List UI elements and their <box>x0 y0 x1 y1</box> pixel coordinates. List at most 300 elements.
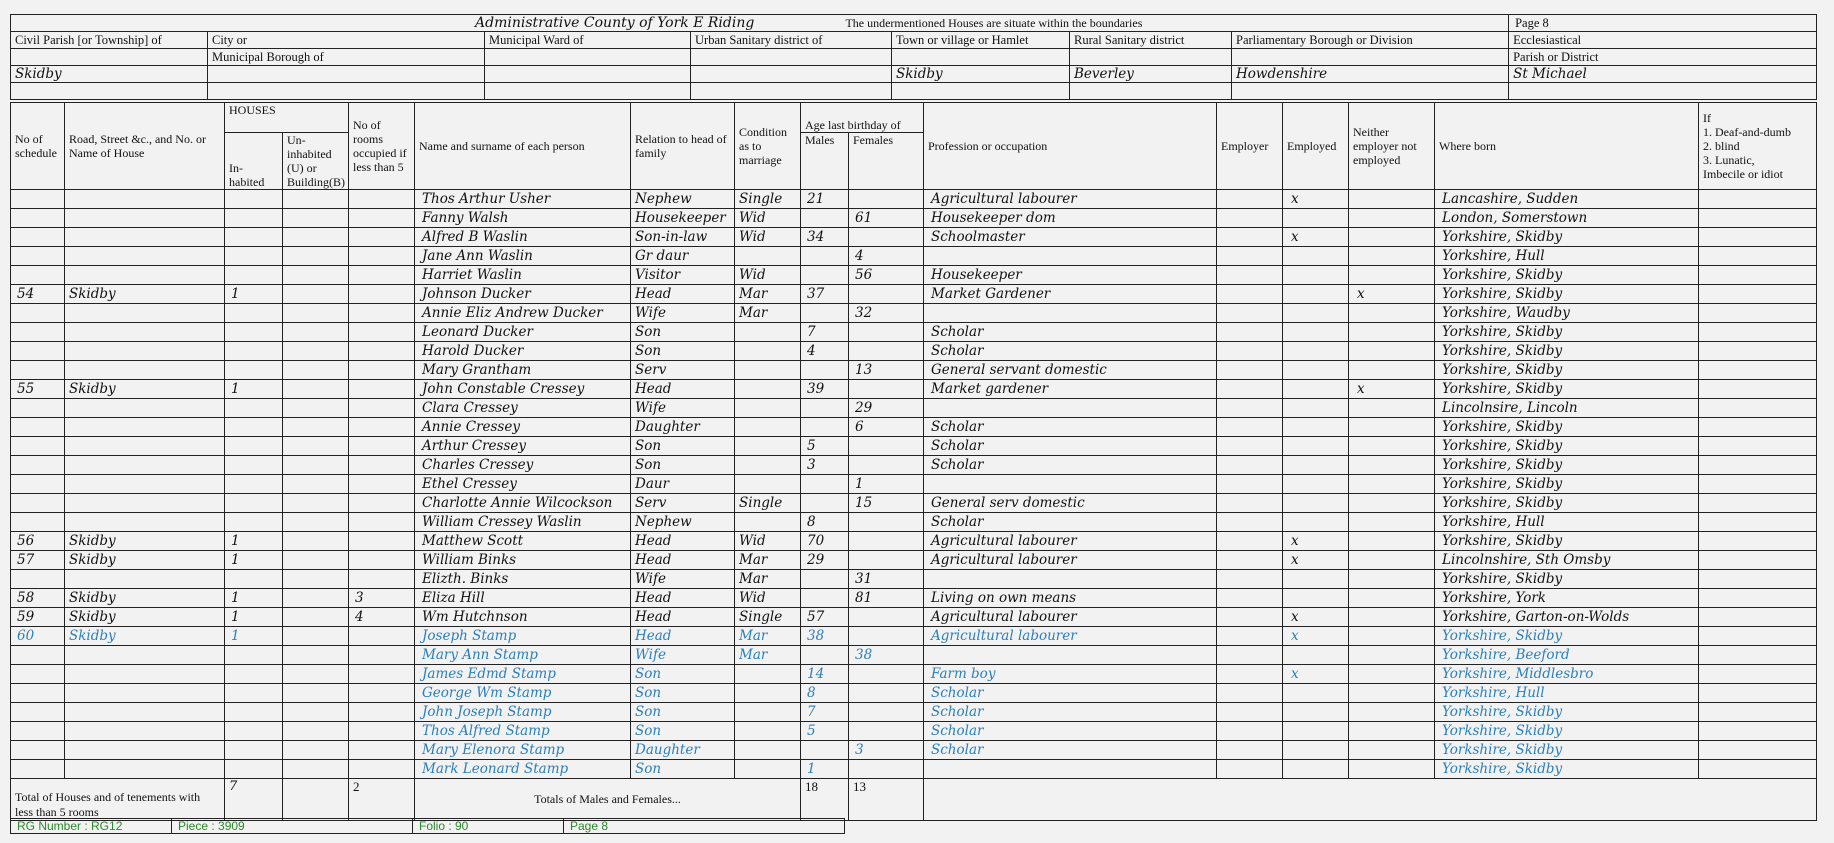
male-age-cell <box>801 741 849 760</box>
rooms-cell <box>349 418 415 437</box>
inhabited-cell: 1 <box>225 627 283 646</box>
relation-cell: Gr daur <box>631 247 735 266</box>
neither-cell <box>1349 494 1435 513</box>
uninhabited-cell <box>283 342 349 361</box>
inhabited-cell <box>225 361 283 380</box>
female-age-cell <box>849 228 924 247</box>
schedule-cell: 56 <box>11 532 65 551</box>
relation-cell: Son <box>631 342 735 361</box>
inhabited-cell: 1 <box>225 380 283 399</box>
if-item-1: 1. Deaf-and-dumb <box>1703 125 1791 139</box>
census-row <box>11 760 1817 779</box>
totals-blank <box>924 779 1817 821</box>
name-cell: Annie Eliz Andrew Ducker <box>415 304 631 323</box>
female-age-cell: 31 <box>849 570 924 589</box>
census-row <box>11 646 1817 665</box>
relation-cell: Head <box>631 532 735 551</box>
condition-cell <box>735 703 801 722</box>
name-cell: Annie Cressey <box>415 418 631 437</box>
female-age-cell <box>849 703 924 722</box>
neither-cell <box>1349 608 1435 627</box>
page-label <box>1509 15 1817 32</box>
road-cell <box>65 494 225 513</box>
name-cell: Ethel Cressey <box>415 475 631 494</box>
neither-cell <box>1349 399 1435 418</box>
census-row <box>11 665 1817 684</box>
inhabited-cell: 1 <box>225 608 283 627</box>
occupation-cell: Scholar <box>924 684 1217 703</box>
schedule-header: No of schedule <box>11 103 65 190</box>
name-cell: John Constable Cressey <box>415 380 631 399</box>
rooms-cell <box>349 760 415 779</box>
female-age-cell <box>849 627 924 646</box>
where-born-cell: Yorkshire, Skidby <box>1435 266 1699 285</box>
road-cell <box>65 399 225 418</box>
neither-cell <box>1349 627 1435 646</box>
relation-cell: Son <box>631 437 735 456</box>
blank-cell <box>892 49 1070 66</box>
male-age-cell: 37 <box>801 285 849 304</box>
road-cell <box>65 323 225 342</box>
where-born-cell: Lancashire, Sudden <box>1435 190 1699 209</box>
employed-cell <box>1283 304 1349 323</box>
relation-cell: Nephew <box>631 190 735 209</box>
employed-cell <box>1283 722 1349 741</box>
where-born-cell: Yorkshire, Hull <box>1435 684 1699 703</box>
condition-cell <box>735 760 801 779</box>
road-cell <box>65 228 225 247</box>
census-table <box>10 102 1817 821</box>
males-total: 18 <box>801 779 849 821</box>
rooms-cell <box>349 475 415 494</box>
occupation-cell: Scholar <box>924 437 1217 456</box>
employer-cell <box>1217 342 1283 361</box>
blank-cell <box>691 83 892 100</box>
census-row <box>11 361 1817 380</box>
where-born-cell: Yorkshire, Waudby <box>1435 304 1699 323</box>
female-age-cell <box>849 722 924 741</box>
rooms-cell <box>349 494 415 513</box>
infirmity-cell <box>1699 285 1817 304</box>
census-row <box>11 684 1817 703</box>
neither-cell <box>1349 437 1435 456</box>
name-cell: John Joseph Stamp <box>415 703 631 722</box>
occupation-header: Profession or occupation <box>924 103 1217 190</box>
name-cell: Mary Ann Stamp <box>415 646 631 665</box>
relation-cell: Son <box>631 703 735 722</box>
name-cell: Leonard Ducker <box>415 323 631 342</box>
uninhabited-cell <box>283 209 349 228</box>
where-born-cell: Yorkshire, York <box>1435 589 1699 608</box>
employed-cell <box>1283 342 1349 361</box>
female-age-cell <box>849 380 924 399</box>
employer-cell <box>1217 228 1283 247</box>
inhabited-cell <box>225 684 283 703</box>
rooms-cell <box>349 285 415 304</box>
male-age-cell: 5 <box>801 722 849 741</box>
census-row <box>11 247 1817 266</box>
census-row <box>11 418 1817 437</box>
rooms-cell <box>349 741 415 760</box>
relation-cell: Wife <box>631 304 735 323</box>
inhabited-cell <box>225 494 283 513</box>
uninhabited-cell <box>283 570 349 589</box>
where-born-cell: Yorkshire, Skidby <box>1435 323 1699 342</box>
name-cell: Fanny Walsh <box>415 209 631 228</box>
employer-cell <box>1217 589 1283 608</box>
schedule-cell <box>11 513 65 532</box>
uninhabited-cell <box>283 494 349 513</box>
where-born-cell: Yorkshire, Skidby <box>1435 494 1699 513</box>
male-age-cell <box>801 304 849 323</box>
uninhabited-cell <box>283 304 349 323</box>
infirmity-cell <box>1699 722 1817 741</box>
employed-cell <box>1283 323 1349 342</box>
census-row <box>11 589 1817 608</box>
rooms-cell <box>349 209 415 228</box>
employed-cell <box>1283 209 1349 228</box>
inhabited-cell <box>225 190 283 209</box>
where-born-cell: Yorkshire, Hull <box>1435 513 1699 532</box>
rooms-cell <box>349 627 415 646</box>
uninhabited-cell <box>283 551 349 570</box>
infirmity-cell <box>1699 399 1817 418</box>
where-born-header: Where born <box>1435 103 1699 190</box>
rooms-cell <box>349 342 415 361</box>
infirmity-cell <box>1699 380 1817 399</box>
employed-header: Employed <box>1283 103 1349 190</box>
civil-parish-label: Civil Parish [or Township] of <box>11 32 208 49</box>
where-born-cell: Lincolnshire, Sth Omsby <box>1435 551 1699 570</box>
civil-parish-blank <box>11 49 208 66</box>
employer-cell <box>1217 247 1283 266</box>
infirmity-cell <box>1699 703 1817 722</box>
employed-cell <box>1283 380 1349 399</box>
blank-cell <box>11 83 208 100</box>
schedule-cell <box>11 247 65 266</box>
inhabited-cell <box>225 266 283 285</box>
occupation-cell: Agricultural labourer <box>924 532 1217 551</box>
male-age-cell <box>801 646 849 665</box>
female-age-cell: 61 <box>849 209 924 228</box>
blank-cell <box>1070 83 1232 100</box>
uninhabited-cell <box>283 513 349 532</box>
blank-cell <box>691 49 892 66</box>
name-cell: Thos Arthur Usher <box>415 190 631 209</box>
employed-cell <box>1283 247 1349 266</box>
rooms-cell <box>349 437 415 456</box>
county-title: Administrative County of York E Riding <box>475 15 755 31</box>
employed-cell: x <box>1283 228 1349 247</box>
where-born-cell: Yorkshire, Skidby <box>1435 285 1699 304</box>
inhabited-cell <box>225 703 283 722</box>
relation-cell: Housekeeper <box>631 209 735 228</box>
road-cell <box>65 665 225 684</box>
female-age-cell: 29 <box>849 399 924 418</box>
relation-cell: Head <box>631 589 735 608</box>
female-age-cell <box>849 551 924 570</box>
employer-cell <box>1217 570 1283 589</box>
inhabited-cell <box>225 399 283 418</box>
occupation-cell: Scholar <box>924 741 1217 760</box>
employer-cell <box>1217 361 1283 380</box>
schedule-cell <box>11 456 65 475</box>
occupation-cell: Scholar <box>924 418 1217 437</box>
condition-cell: Mar <box>735 570 801 589</box>
male-age-cell: 21 <box>801 190 849 209</box>
census-row <box>11 551 1817 570</box>
employed-cell <box>1283 399 1349 418</box>
where-born-cell: Yorkshire, Beeford <box>1435 646 1699 665</box>
female-age-cell: 81 <box>849 589 924 608</box>
schedule-cell <box>11 190 65 209</box>
inhabited-total: 7 <box>225 779 283 821</box>
neither-cell <box>1349 722 1435 741</box>
relation-cell: Head <box>631 551 735 570</box>
name-cell: Mark Leonard Stamp <box>415 760 631 779</box>
blank-cell <box>1070 49 1232 66</box>
uninhabited-cell <box>283 627 349 646</box>
neither-cell <box>1349 418 1435 437</box>
census-sheet <box>10 14 1816 821</box>
census-row <box>11 475 1817 494</box>
rooms-cell <box>349 304 415 323</box>
boundaries-text: The undermentioned Houses are situate within the boundaries <box>845 16 1143 30</box>
blank-cell <box>1509 83 1817 100</box>
road-cell: Skidby <box>65 551 225 570</box>
female-age-cell: 3 <box>849 741 924 760</box>
occupation-cell <box>924 399 1217 418</box>
uninhabited-cell <box>283 665 349 684</box>
infirmity-cell <box>1699 494 1817 513</box>
ecclesiastical-value: St Michael <box>1509 66 1817 83</box>
road-cell <box>65 190 225 209</box>
employer-cell <box>1217 304 1283 323</box>
folio-number: Folio : 90 <box>413 819 564 834</box>
neither-cell <box>1349 551 1435 570</box>
parliamentary-value: Howdenshire <box>1232 66 1509 83</box>
infirmity-cell <box>1699 418 1817 437</box>
uninhabited-cell <box>283 646 349 665</box>
inhabited-cell <box>225 342 283 361</box>
uninhabited-cell <box>283 684 349 703</box>
occupation-cell: Housekeeper <box>924 266 1217 285</box>
census-row <box>11 608 1817 627</box>
inhabited-cell <box>225 209 283 228</box>
totals-mf-label: Totals of Males and Females... <box>415 779 801 821</box>
occupation-cell <box>924 760 1217 779</box>
occupation-cell: Scholar <box>924 722 1217 741</box>
rural-value: Beverley <box>1070 66 1232 83</box>
rooms-cell <box>349 456 415 475</box>
rooms-cell <box>349 513 415 532</box>
name-cell: William Cressey Waslin <box>415 513 631 532</box>
rooms-cell <box>349 551 415 570</box>
infirmity-cell <box>1699 209 1817 228</box>
relation-cell: Son <box>631 722 735 741</box>
occupation-cell: General servant domestic <box>924 361 1217 380</box>
schedule-cell <box>11 760 65 779</box>
census-row <box>11 304 1817 323</box>
occupation-cell: Scholar <box>924 323 1217 342</box>
houses-header: HOUSES <box>225 103 349 133</box>
occupation-cell: Schoolmaster <box>924 228 1217 247</box>
schedule-cell <box>11 703 65 722</box>
uninhabited-cell <box>283 380 349 399</box>
where-born-cell: Yorkshire, Garton-on-Wolds <box>1435 608 1699 627</box>
relation-header: Relation to head of family <box>631 103 735 190</box>
employed-cell: x <box>1283 665 1349 684</box>
where-born-cell: London, Somerstown <box>1435 209 1699 228</box>
schedule-cell <box>11 342 65 361</box>
inhabited-cell <box>225 304 283 323</box>
schedule-cell <box>11 418 65 437</box>
where-born-cell: Yorkshire, Skidby <box>1435 570 1699 589</box>
employed-cell <box>1283 589 1349 608</box>
male-age-cell <box>801 494 849 513</box>
neither-cell <box>1349 665 1435 684</box>
infirmity-cell <box>1699 247 1817 266</box>
employed-cell <box>1283 760 1349 779</box>
census-row <box>11 494 1817 513</box>
road-cell <box>65 570 225 589</box>
road-cell <box>65 304 225 323</box>
if-header <box>1699 103 1817 190</box>
infirmity-cell <box>1699 589 1817 608</box>
where-born-cell: Yorkshire, Skidby <box>1435 722 1699 741</box>
relation-cell: Wife <box>631 399 735 418</box>
infirmity-cell <box>1699 361 1817 380</box>
totals-section <box>11 779 1817 821</box>
name-cell: James Edmd Stamp <box>415 665 631 684</box>
relation-cell: Head <box>631 285 735 304</box>
ecclesiastical-label: Ecclesiastical <box>1509 32 1817 49</box>
occupation-cell: Scholar <box>924 342 1217 361</box>
uninhabited-cell <box>283 361 349 380</box>
where-born-cell: Yorkshire, Skidby <box>1435 741 1699 760</box>
employer-cell <box>1217 266 1283 285</box>
name-header: Name and surname of each person <box>415 103 631 190</box>
neither-cell <box>1349 513 1435 532</box>
inhabited-cell <box>225 437 283 456</box>
relation-cell: Wife <box>631 570 735 589</box>
municipal-borough-label: Municipal Borough of <box>208 49 485 66</box>
rooms-cell <box>349 684 415 703</box>
employer-cell <box>1217 418 1283 437</box>
relation-cell: Son <box>631 760 735 779</box>
town-label: Town or village or Hamlet <box>892 32 1070 49</box>
male-age-cell <box>801 399 849 418</box>
road-cell <box>65 209 225 228</box>
male-age-cell: 8 <box>801 513 849 532</box>
rooms-cell <box>349 228 415 247</box>
female-age-cell <box>849 532 924 551</box>
relation-cell: Visitor <box>631 266 735 285</box>
rooms-cell <box>349 399 415 418</box>
infirmity-cell <box>1699 266 1817 285</box>
infirmity-cell <box>1699 646 1817 665</box>
schedule-cell <box>11 399 65 418</box>
census-row <box>11 437 1817 456</box>
neither-cell <box>1349 456 1435 475</box>
female-age-cell <box>849 437 924 456</box>
census-row <box>11 456 1817 475</box>
employed-cell <box>1283 741 1349 760</box>
road-cell <box>65 760 225 779</box>
employer-cell <box>1217 532 1283 551</box>
relation-cell: Son <box>631 665 735 684</box>
header-table <box>10 14 1817 100</box>
female-age-cell <box>849 608 924 627</box>
census-row <box>11 513 1817 532</box>
neither-cell <box>1349 760 1435 779</box>
inhabited-cell <box>225 247 283 266</box>
infirmity-cell <box>1699 190 1817 209</box>
employer-cell <box>1217 209 1283 228</box>
condition-cell: Mar <box>735 304 801 323</box>
neither-cell <box>1349 304 1435 323</box>
blank-cell <box>485 83 691 100</box>
employed-cell <box>1283 570 1349 589</box>
rooms-cell <box>349 247 415 266</box>
inhabited-header: In- habited <box>225 133 283 190</box>
employer-cell <box>1217 475 1283 494</box>
town-value: Skidby <box>892 66 1070 83</box>
schedule-cell: 55 <box>11 380 65 399</box>
male-age-cell <box>801 209 849 228</box>
employed-cell <box>1283 646 1349 665</box>
infirmity-cell <box>1699 475 1817 494</box>
schedule-cell: 59 <box>11 608 65 627</box>
male-age-cell <box>801 475 849 494</box>
road-cell <box>65 703 225 722</box>
rooms-cell <box>349 722 415 741</box>
where-born-cell: Lincolnsire, Lincoln <box>1435 399 1699 418</box>
infirmity-cell <box>1699 760 1817 779</box>
neither-cell <box>1349 323 1435 342</box>
relation-cell: Wife <box>631 646 735 665</box>
name-cell: Harriet Waslin <box>415 266 631 285</box>
relation-cell: Head <box>631 380 735 399</box>
occupation-cell: Agricultural labourer <box>924 551 1217 570</box>
column-headers <box>11 103 1817 190</box>
road-cell <box>65 722 225 741</box>
infirmity-cell <box>1699 570 1817 589</box>
uninhabited-cell <box>283 437 349 456</box>
male-age-cell: 1 <box>801 760 849 779</box>
name-cell: Thos Alfred Stamp <box>415 722 631 741</box>
where-born-cell: Yorkshire, Middlesbro <box>1435 665 1699 684</box>
where-born-cell: Yorkshire, Skidby <box>1435 361 1699 380</box>
male-age-cell: 7 <box>801 703 849 722</box>
male-age-cell: 8 <box>801 684 849 703</box>
uninhabited-cell <box>283 608 349 627</box>
road-cell <box>65 741 225 760</box>
name-cell: Elizth. Binks <box>415 570 631 589</box>
occupation-cell: Scholar <box>924 513 1217 532</box>
infirmity-cell <box>1699 456 1817 475</box>
schedule-cell <box>11 304 65 323</box>
employer-cell <box>1217 285 1283 304</box>
females-header: Females <box>849 133 924 190</box>
blank-cell <box>485 66 691 83</box>
uninhabited-cell <box>283 399 349 418</box>
if-label: If <box>1703 111 1711 125</box>
if-item-2: 2. blind <box>1703 139 1740 153</box>
occupation-cell: Scholar <box>924 456 1217 475</box>
rooms-header: No of rooms occupied if less than 5 <box>349 103 415 190</box>
blank-cell <box>1232 83 1509 100</box>
